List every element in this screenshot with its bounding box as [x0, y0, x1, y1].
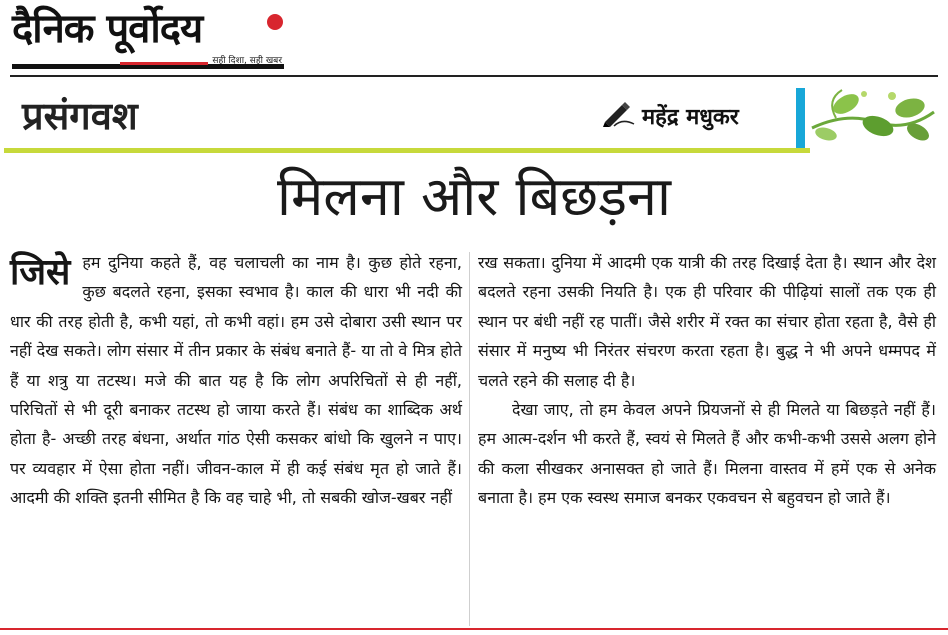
side-accent-bar: [796, 88, 805, 150]
masthead-name: दैनिक पूर्वोदय: [12, 6, 203, 52]
article-column-left: [10, 248, 462, 513]
top-divider: [10, 75, 938, 77]
article-column-right: [478, 248, 936, 513]
left-column-text: हम दुनिया कहते हैं, वह चलाचली का नाम है। कुछ होते रहना, कुछ बदलते रहना, इसका स्वभाव है। काल की धारा भी नदी की धार की तरह होती है, कभी यहां, तो कभी वहां। हम उसे दोबारा उसी स्थान पर नहीं देख सकते। लोग संसार में तीन प्रकार के संबंध बनाते हैं- या तो वे मित्र होते हैं या शत्रु या तटस्थ। मजे की बात यह है कि लोग अपरिचितों से ही नहीं, परिचितों से भी दूरी बनाकर तटस्थ हो जाया करते हैं। संबंध का शाब्दिक अर्थ होता है- अच्छी तरह बंधना, अर्थात गांठ ऐसी कसकर बांधो कि खुलने न पाए। पर व्यवहार में ऐसा होता नहीं। जीवन-काल में ही कई संबंध मृत हो जाते हैं। आदमी की शक्ति इतनी सीमित है कि वह चाहे भी, तो सबकी खोज-खबर नहीं: [10, 253, 462, 508]
leaves-illustration: [806, 82, 938, 148]
author-name: महेंद्र मधुकर: [642, 105, 739, 130]
pen-icon: [602, 100, 636, 132]
masthead-red-accent: [120, 62, 208, 65]
byline: [602, 98, 739, 134]
masthead-logo: [12, 4, 284, 74]
dropcap: जिसे: [10, 251, 71, 293]
article-headline: मिलना और बिछड़ना: [276, 165, 672, 228]
bottom-border: [0, 628, 948, 630]
right-paragraph-2: देखा जाए, तो हम केवल अपने प्रियजनों से ही मिलते या बिछड़ते नहीं हैं। हम आत्म-दर्शन भी करते हैं, स्वयं से मिलते हैं और कभी-कभी उससे अलग होने की कला सीखकर अनासक्त हो जाते हैं। मिलना वास्तव में हमें एक से अनेक बनाता है। हम एक स्वस्थ समाज बनकर एकवचन से बहुवचन हो जाते हैं।: [478, 400, 936, 508]
right-paragraph-1: रख सकता। दुनिया में आदमी एक यात्री की तरह दिखाई देता है। स्थान और देश बदलते रहना उसकी नियति है। एक ही परिवार की पीढ़ियां सालों तक एक ही स्थान पर बंधी नहीं रह पातीं। जैसे शरीर में रक्त का संचार होता रहता है, वैसे ही संसार में मनुष्य भी निरंतर संचरण करता रहता है। बुद्ध ने भी अपने धम्मपद में चलते रहने की सलाह दी है।: [478, 253, 936, 390]
column-label: प्रसंगवश: [22, 93, 138, 138]
column-accent-bar: [4, 148, 810, 153]
masthead-red-dot: [267, 14, 283, 30]
masthead-tagline: सही दिशा, सही खबर: [212, 56, 282, 66]
column-divider: [469, 252, 470, 626]
